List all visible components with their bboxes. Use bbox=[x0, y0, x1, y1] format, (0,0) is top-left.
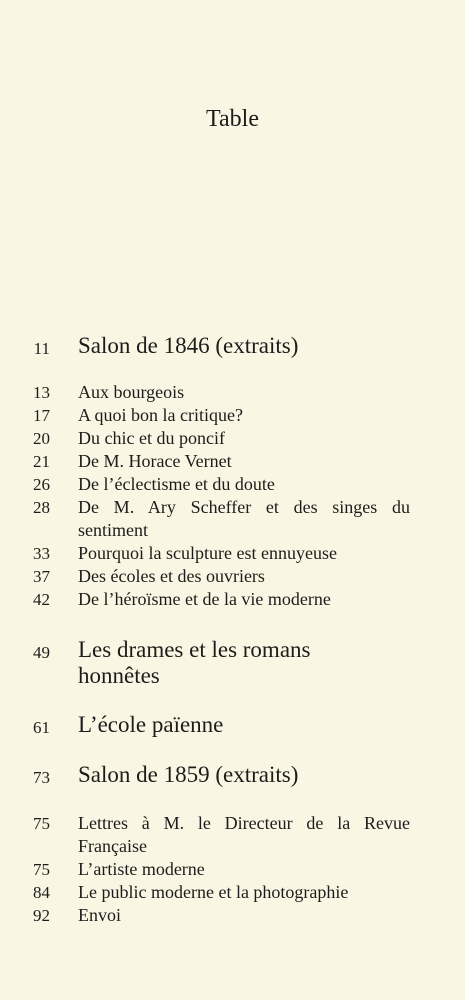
item-title: Des écoles et des ouvriers bbox=[78, 566, 265, 586]
section-title: Salon de 1859 (extraits) bbox=[78, 762, 299, 787]
item-title: De M. Horace Vernet bbox=[78, 451, 232, 471]
page-number: 75 bbox=[33, 860, 50, 879]
section-title-line-1: Les drames et les romans bbox=[78, 637, 311, 662]
section-title: L’école païenne bbox=[78, 712, 224, 737]
page-number: 21 bbox=[33, 452, 50, 471]
section-title: Salon de 1846 (extraits) bbox=[78, 333, 299, 358]
page-number: 20 bbox=[33, 429, 50, 448]
page-number: 13 bbox=[33, 383, 50, 402]
page-number: 28 bbox=[33, 498, 50, 517]
item-title: Le public moderne et la photographie bbox=[78, 882, 349, 902]
section-title-line-2: honnêtes bbox=[78, 663, 160, 688]
page-number: 84 bbox=[33, 883, 50, 902]
page-number: 92 bbox=[33, 906, 50, 925]
item-title: Envoi bbox=[78, 905, 121, 925]
page-number: 26 bbox=[33, 475, 50, 494]
item-title-line-1: Lettres à M. le Directeur de la Revue bbox=[78, 813, 410, 833]
item-title-line-2: sentiment bbox=[78, 520, 148, 540]
item-title-line-1: De M. Ary Scheffer et des singes du bbox=[78, 497, 410, 517]
item-title: A quoi bon la critique? bbox=[78, 405, 243, 425]
page-number: 42 bbox=[33, 590, 50, 609]
item-title: Aux bourgeois bbox=[78, 382, 185, 402]
page-number: 17 bbox=[33, 406, 50, 425]
page-number: 33 bbox=[33, 544, 50, 563]
page-number: 61 bbox=[33, 718, 50, 737]
item-title: Du chic et du poncif bbox=[78, 428, 225, 448]
item-title: De l’héroïsme et de la vie moderne bbox=[78, 589, 331, 609]
page-number: 37 bbox=[33, 567, 50, 586]
item-title: De l’éclectisme et du doute bbox=[78, 474, 275, 494]
page-title: Table bbox=[206, 106, 259, 132]
page-number: 11 bbox=[33, 339, 50, 358]
item-title: Pourquoi la sculpture est ennuyeuse bbox=[78, 543, 337, 563]
page-number: 73 bbox=[33, 768, 50, 787]
item-title-line-2: Française bbox=[78, 836, 147, 856]
page-number: 49 bbox=[33, 643, 50, 662]
item-title: L’artiste moderne bbox=[78, 859, 205, 879]
page-number: 75 bbox=[33, 814, 50, 833]
